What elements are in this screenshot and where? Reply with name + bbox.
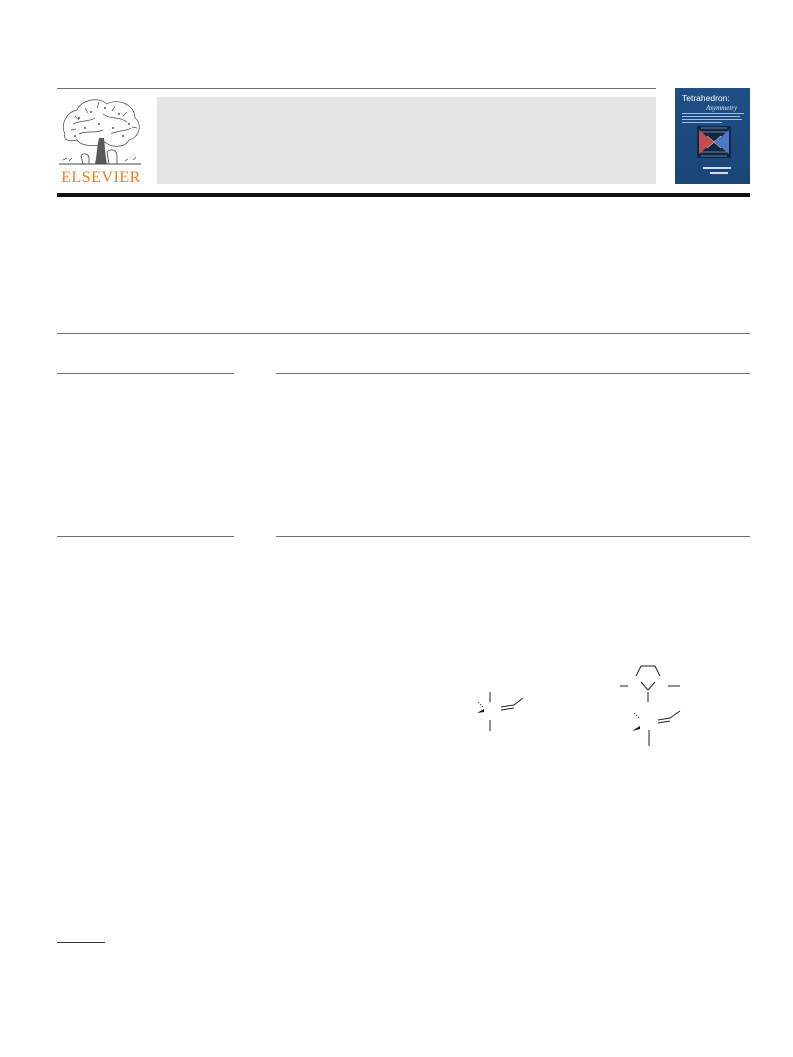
cyclopentyl-vinyl-stereocenter-structure-icon bbox=[618, 662, 690, 750]
header-thick-rule bbox=[57, 193, 750, 197]
article-info-bottom-rule bbox=[57, 536, 234, 537]
publisher-name: ELSEVIER bbox=[61, 169, 141, 186]
tree-engraving-icon bbox=[55, 94, 145, 168]
abstract-bottom-rule bbox=[276, 536, 750, 537]
abstract-top-rule bbox=[276, 373, 750, 374]
header-top-rule bbox=[57, 88, 656, 89]
article-info-top-rule bbox=[57, 373, 234, 374]
molecular-model-icon bbox=[697, 126, 731, 158]
journal-cover-title: Tetrahedron: bbox=[682, 93, 730, 103]
journal-cover bbox=[675, 88, 750, 184]
footnote-rule bbox=[57, 942, 105, 943]
cover-publisher-mark bbox=[710, 172, 728, 174]
journal-cover-subtitle: Asymmetry bbox=[706, 104, 738, 112]
journal-header-band bbox=[157, 97, 656, 184]
cover-footer-mark bbox=[703, 167, 731, 169]
vinyl-stereocenter-structure-icon bbox=[470, 688, 532, 736]
title-bottom-rule bbox=[57, 333, 750, 334]
